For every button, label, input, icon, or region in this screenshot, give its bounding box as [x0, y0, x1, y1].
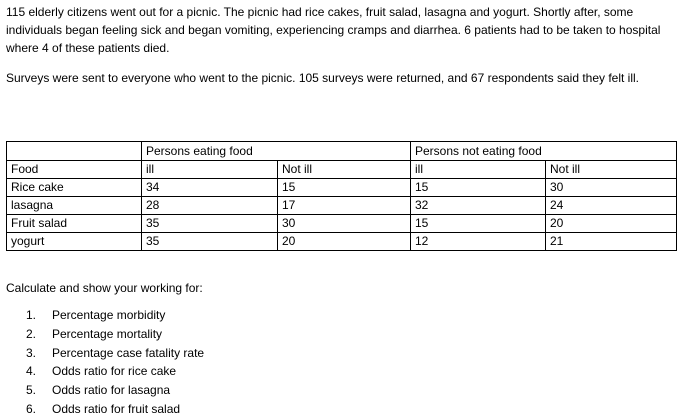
col-noeat-not-ill-header: Not ill — [546, 161, 677, 179]
list-item-text: Percentage mortality — [52, 326, 163, 341]
noeat-not-ill-cell: 30 — [546, 179, 677, 197]
noeat-not-ill-cell: 24 — [546, 197, 677, 215]
table-column-header-row — [7, 161, 677, 179]
table-row — [7, 233, 677, 251]
food-name-cell: Rice cake — [7, 179, 142, 197]
list-item-number: 6. — [26, 401, 37, 416]
table-group-header-row — [7, 142, 677, 161]
food-table — [6, 141, 677, 251]
list-item-number: 4. — [26, 364, 37, 379]
list-item-text: Odds ratio for fruit salad — [52, 401, 181, 416]
list-item-number: 1. — [26, 308, 37, 322]
col-food-header: Food — [7, 161, 142, 179]
col-noeat-ill-header: ill — [411, 161, 546, 179]
list-item-text: Odds ratio for rice cake — [52, 364, 177, 379]
list-item-text: Percentage morbidity — [52, 308, 166, 322]
list-item-number: 5. — [26, 383, 37, 398]
eat-ill-cell: 35 — [142, 215, 278, 233]
eat-ill-cell: 34 — [142, 179, 278, 197]
intro-paragraph: 115 elderly citizens went out for a picnic. The picnic had rice cakes, fruit salad, lasagna and yogurt. Shortly after, some individuals began feeling sick and began vomiting, experiencing cramps and diarrhea. 6 patients had to be taken to hospital where 4 of these patients died. — [6, 5, 661, 55]
list-item-number: 2. — [26, 326, 37, 341]
noeat-ill-cell: 12 — [411, 233, 546, 251]
table-row — [7, 179, 677, 197]
eat-not-ill-cell: 17 — [278, 197, 411, 215]
table-row — [7, 215, 677, 233]
eat-ill-cell: 28 — [142, 197, 278, 215]
noeat-ill-cell: 32 — [411, 197, 546, 215]
table-row — [7, 197, 677, 215]
eat-not-ill-cell: 15 — [278, 179, 411, 197]
group-not-eating-header: Persons not eating food — [411, 142, 677, 161]
surveys-paragraph: Surveys were sent to everyone who went to the picnic. 105 surveys were returned, and 67 respondents said they felt ill. — [6, 71, 640, 85]
calculate-heading: Calculate and show your working for: — [6, 281, 203, 295]
noeat-not-ill-cell: 21 — [546, 233, 677, 251]
noeat-not-ill-cell: 20 — [546, 215, 677, 233]
list-item-text: Percentage case fatality rate — [52, 345, 205, 360]
list-item-number: 3. — [26, 345, 37, 360]
col-eat-ill-header: ill — [142, 161, 278, 179]
noeat-ill-cell: 15 — [411, 215, 546, 233]
eat-not-ill-cell: 30 — [278, 215, 411, 233]
food-name-cell: yogurt — [7, 233, 142, 251]
noeat-ill-cell: 15 — [411, 179, 546, 197]
table-corner-cell — [7, 142, 142, 161]
food-name-cell: lasagna — [7, 197, 142, 215]
eat-ill-cell: 35 — [142, 233, 278, 251]
col-eat-not-ill-header: Not ill — [278, 161, 411, 179]
group-eating-header: Persons eating food — [142, 142, 411, 161]
eat-not-ill-cell: 20 — [278, 233, 411, 251]
food-name-cell: Fruit salad — [7, 215, 142, 233]
list-item-text: Odds ratio for lasagna — [52, 383, 171, 398]
